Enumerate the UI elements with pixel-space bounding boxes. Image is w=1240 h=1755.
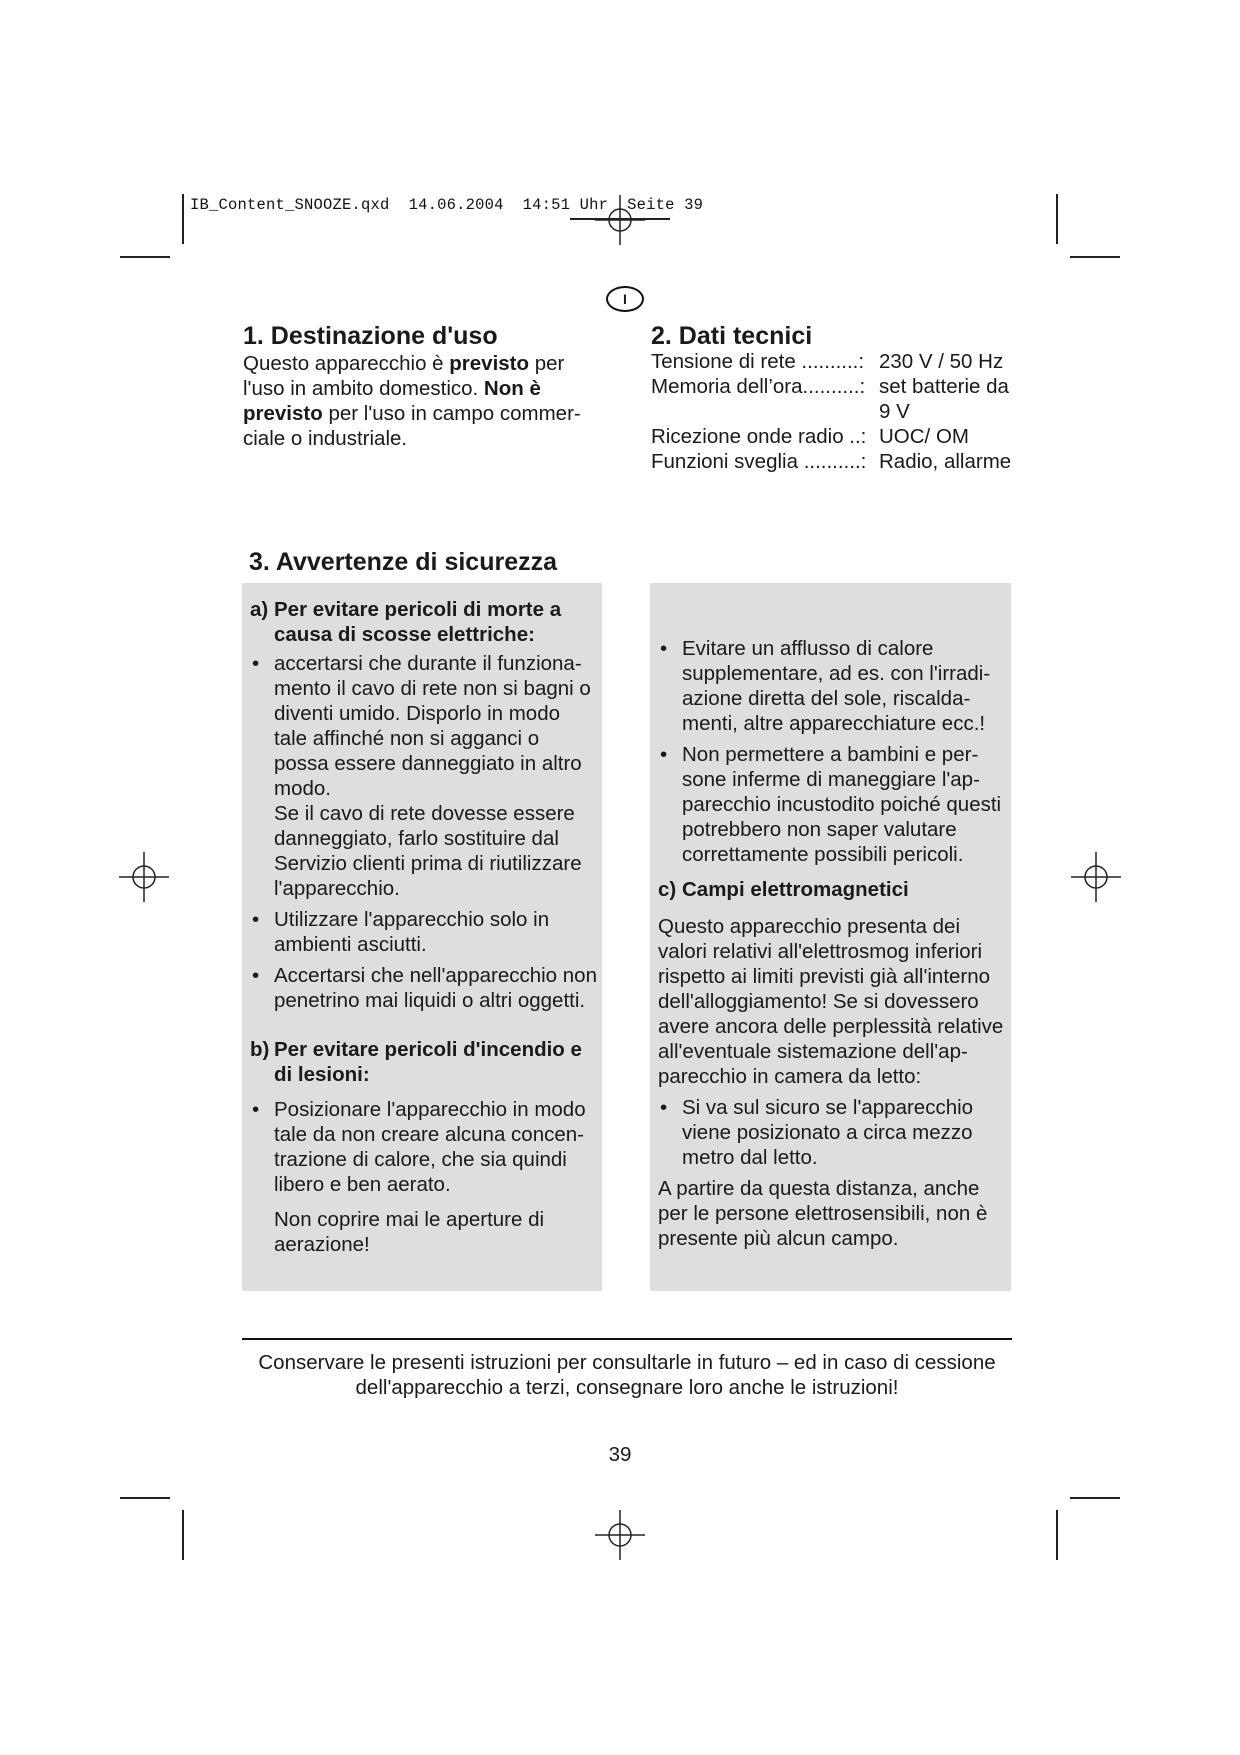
subsection-b-heading <box>250 1037 598 1087</box>
subsection-heading-text: Per evitare pericoli di morte a causa di scosse elettriche: <box>274 598 562 646</box>
section3-title: 3. Avvertenze di sicurezza <box>249 548 558 576</box>
slug-time: 14:51 Uhr <box>522 196 609 214</box>
registration-mark-icon <box>1071 852 1121 902</box>
list-item-text: Evitare un afflusso di calore supplementare, ad es. con l'irradiazione diretta del sole, riscaldamenti, altre apparecchiature ecc.! <box>682 637 991 735</box>
bold-run: Non è previsto <box>243 377 541 425</box>
bullet-icon: • <box>660 743 668 766</box>
note-text: Non coprire mai le aperture di aerazione! <box>274 1208 545 1256</box>
subsection-label: b) <box>250 1038 270 1061</box>
registration-mark-icon <box>119 852 169 902</box>
bold-run: previsto <box>449 352 530 375</box>
section1-title: 1. Destinazione d'uso <box>243 322 498 350</box>
crop-mark <box>182 194 184 244</box>
list-item <box>658 1095 1007 1170</box>
crop-mark <box>120 1497 170 1499</box>
page-number: 39 <box>608 1443 632 1466</box>
bullet-icon: • <box>660 637 668 660</box>
list-item-text: Si va sul sicuro se l'apparecchio viene posizionato a circa mezzo metro dal letto. <box>682 1096 974 1169</box>
footer-note: Conservare le presenti istruzioni per consultarle in futuro – ed in caso di cessione dell'apparecchio a terzi, consegnare loro anche le istruzioni! <box>258 1351 996 1399</box>
subsection-heading-text: Campi elettromagnetici <box>682 878 909 901</box>
list-item-text: Accertarsi che nell'apparecchio non penetrino mai liquidi o altri oggetti. <box>274 964 597 1012</box>
subsection-label: c) <box>658 878 677 901</box>
tech-value: set batterie da 9 V <box>879 375 1009 423</box>
list-item <box>250 651 598 901</box>
subsection-c-heading <box>658 877 1007 902</box>
safety-box-left <box>242 583 602 1291</box>
bullet-icon: • <box>660 1096 668 1119</box>
slug-underline <box>570 218 670 220</box>
crop-mark <box>1070 1497 1120 1499</box>
bullet-icon: • <box>252 908 260 931</box>
crop-mark <box>1056 1510 1058 1560</box>
tech-label: Tensione di rete ..........: <box>651 350 865 373</box>
list-item <box>658 636 1007 736</box>
crop-mark <box>120 256 170 258</box>
list-item-text: Utilizzare l'apparecchio solo in ambienti asciutti. <box>274 908 550 956</box>
text-run: per l'uso in ambito domestico. <box>243 352 565 400</box>
slug-filename: IB_Content_SNOOZE.qxd <box>190 196 390 214</box>
tech-label: Funzioni sveglia ..........: <box>651 450 867 473</box>
list-item <box>250 1097 598 1197</box>
slug-page: Seite 39 <box>627 196 704 214</box>
tech-row <box>651 424 1014 449</box>
list-item-text: Non permettere a bambini e persone inferme di maneggiare l'apparecchio incustodito poiché questi potrebbero non saper valutare correttamente possibili pericoli. <box>682 743 1002 866</box>
tech-value: UOC/ OM <box>879 425 969 448</box>
footer-rule <box>242 1338 1012 1340</box>
tech-row <box>651 374 1014 424</box>
paragraph: Questo apparecchio presenta dei valori relativi all'elettrosmog inferiori rispetto ai limiti previsti già all'interno dell'alloggiamento! Se si dovessero avere ancora delle perplessità relative all'eventuale sistemazione dell'apparecchio in camera da letto: <box>658 915 1004 1088</box>
tech-value: Radio, allarme <box>879 450 1012 473</box>
file-slug <box>190 196 703 214</box>
text-run: Questo apparecchio è <box>243 352 450 375</box>
list-item-text: Posizionare l'apparecchio in modo tale da non creare alcuna concentrazione di calore, che sia quindi libero e ben aerato. <box>274 1098 586 1196</box>
section2-title: 2. Dati tecnici <box>651 322 813 350</box>
tech-label: Memoria dell’ora..........: <box>651 375 866 398</box>
section1-text <box>243 351 603 451</box>
text-run: per l'uso in campo commerciale o industriale. <box>243 402 581 450</box>
list-item-text: accertarsi che durante il funzionamento il cavo di rete non si bagni o diventi umido. Disporlo in modo tale affinché non si agganci o possa essere danneggiato in altro modo. <box>274 652 591 800</box>
tech-row <box>651 349 1014 374</box>
crop-mark <box>1070 256 1120 258</box>
list-item <box>250 963 598 1013</box>
slug-date: 14.06.2004 <box>408 196 504 214</box>
bullet-icon: • <box>252 652 260 675</box>
crop-mark <box>1056 194 1058 244</box>
language-badge: I <box>606 286 644 312</box>
list-item <box>658 742 1007 867</box>
crop-mark <box>182 1510 184 1560</box>
subsection-a-heading <box>250 597 598 647</box>
tech-value: 230 V / 50 Hz <box>879 350 1004 373</box>
tech-label: Ricezione onde radio ..: <box>651 425 867 448</box>
subsection-heading-text: Per evitare pericoli d'incendio e di lesioni: <box>274 1038 582 1086</box>
registration-mark-icon <box>595 1510 645 1560</box>
subsection-label: a) <box>250 598 269 621</box>
tech-specs-table <box>651 349 1014 474</box>
bullet-icon: • <box>252 964 260 987</box>
list-item-text: Se il cavo di rete dovesse essere danneggiato, farlo sostituire dal Servizio clienti prima di riutilizzare l'apparecchio. <box>274 802 582 900</box>
paragraph: A partire da questa distanza, anche per le persone elettrosensibili, non è presente più alcun campo. <box>658 1177 988 1250</box>
safety-box-right <box>650 583 1011 1291</box>
tech-row <box>651 449 1014 474</box>
bullet-icon: • <box>252 1098 260 1121</box>
list-item <box>250 907 598 957</box>
